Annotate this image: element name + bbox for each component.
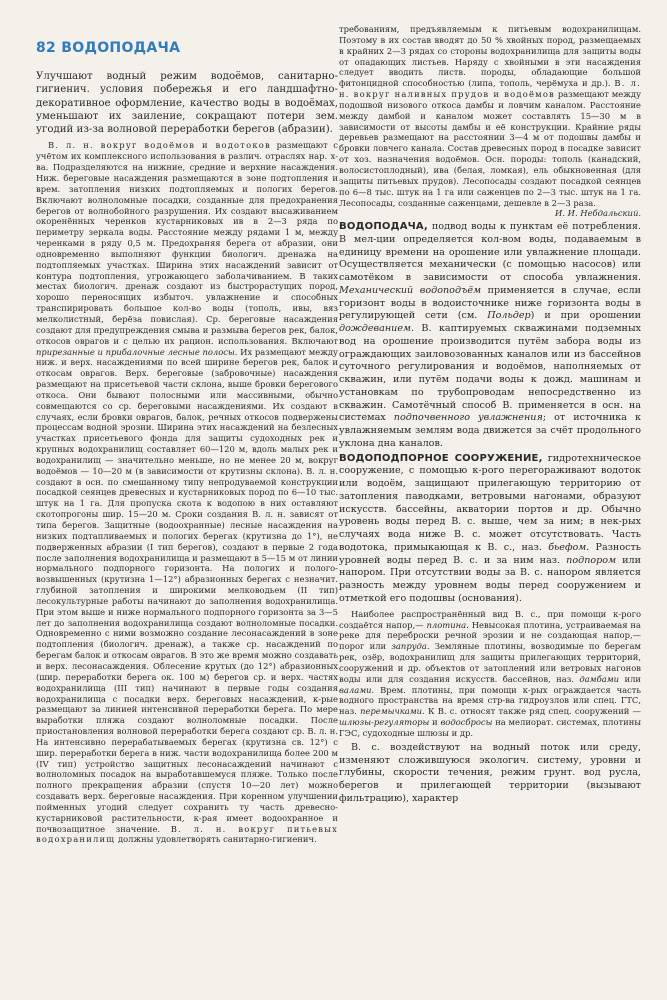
text: или	[619, 673, 641, 684]
left-column	[36, 70, 338, 845]
italic-term: перемычками.	[360, 706, 425, 717]
italic-term: шлюзы-регуляторы	[339, 717, 430, 728]
text: применяется в случае, если горизонт воды в водоисточнике ниже горизонта воды в регулирующей сети (см.	[339, 284, 642, 322]
italic-term: дождеванием.	[339, 323, 415, 335]
italic-term: запруда.	[391, 641, 430, 652]
author-signature: И. И. Небдальский.	[555, 208, 641, 219]
text: Наиболее распространённый вид В. с., при помощи к-рого создаётся напор,—	[339, 608, 641, 630]
italic-term: дамбами	[579, 673, 620, 684]
italic-term: водосбросы	[440, 717, 493, 728]
spaced-heading: В. л. н. вокруг наливных прудов и водоёмов	[339, 78, 641, 100]
text: Их размещают между ниж. и верх. насаждениями по всей ширине берегов рек, балок и откосам оврагов. Верх. береговые (забровочные) насаждения размещают на присетьевой части склона, выше бровки берегового откоса. Они бывают полосными или массивными, обычно совмещаются со ср. береговыми насаждениями. Их создают в случаях, если бровки оврагов, балок, речных откосов подвержены процессам водной эрозии. Ширина этих насаждений на безлесных участках присетьевого фонда для защиты судоходных рек и крупных водохранилищ составляет 60—120 м, вдоль малых рек и водохранилищ — значительно меньше, но не менее 20 м, вокруг водоёмов — 10—20 м (в зависимости от крутизны склона). В. л. н. создают в осн. по смешанному типу непродуваемой конструкции посадкой сеянцев древесных и кустарниковых пород по 6—10 тыс. штук на 1 га. Для пропуска скота к водопою в них оставляют скотопрогоны шир. 15—20 м. Сроки создания В. л. н. зависят от типа берегов. Защитные (водоохранные) лесные насаждения на низких подтапливаемых и пологих берегах (крутизна до 1°), не подверженных абразии (I тип берегов), создают в первые 2 года после заполнения водохранилища и размещают в 5—15 м от линии нормального подпорного горизонта. На пологих и полого-возвышенных (крутизна 1—12°) абразионных берегах с незначит. глубиной затопления и широкими мелководьем (II тип) лесокультурные работы начинают до заполнения водохранилища. При этом выше и ниже нормального подпорного горизонта за 3—5 лет до заполнения водохранилища создают волноломные посадки. Одновременно с ними возможно создание лесонасаждений в зоне подтопления (биологич. дренаж), а также ср. насаждений по берегам балок и откосам оврагов. В это же время можно создавать и верх. лесонасаждения. Облесение крутых (до 12°) абразионных (шир. переработки берега ок. 100 м) берегов ср. и верх. частях водохранилища (III тип) начинают в первые годы создания водохранилища с посадки верх. береговых насаждений, к-рые размещают за линией интенсивной переработки берега. По мере выработки пляжа создают волноломные посадки. После приостановления волновой переработки берега создают ср. В. л. н. На интенсивно перерабатываемых берегах (крутизна св. 12°) с шир. переработки берега в ниж. части водохранилища более 200 м (IV тип) устройство защитных лесонасаждений начинают с волноломных посадок на выработавшемуся пляже. Только после полного прекращения абразии (спустя 10—20 лет) можно создавать верх. береговые насаждения. При коренном улучшении пойменных угодий следует сохранить ту часть древесно-кустарниковой растительности, к-рая имеет водоохранное и почвозащитное значение.	[36, 346, 338, 834]
italic-term: подпочвенного увлажнения	[393, 412, 543, 424]
paragraph-small-print	[339, 609, 641, 739]
paragraph-continued	[339, 24, 641, 208]
entry-vodopodpornoe	[339, 453, 641, 606]
text: должны удовлетворять санитарно-гигиенич.	[115, 834, 317, 845]
text: Невысокая плотина, устраиваемая на реке для переброски речной эрозии и не создающая напор,— порог или	[339, 619, 641, 652]
italic-term: Механический водоподъём	[339, 284, 482, 296]
italic-term: валами.	[339, 684, 375, 695]
spaced-heading: В. л. н. вокруг водоёмов и водотоков	[48, 140, 271, 151]
italic-term: Польдер	[487, 310, 531, 322]
italic-term: плотина.	[426, 619, 469, 630]
text: Разность уровней воды перед В. с. и за ним наз.	[339, 541, 642, 566]
text: В. каптируемых скважинами подземных вод на орошение производится путём забора воды из ограждающих заиловозованных каналов или из бассейнов суточного регулирования и водоёмов, наполняемых от скважин, или путём подачи воды к дожд. машинам и установкам по трубопроводам непосредственно из скважин. Самотёчный способ В. применяется в осн. на системах	[339, 323, 641, 424]
paragraph-shores	[36, 140, 338, 845]
entry-term: ВОДОПОДПОРНОЕ СООРУЖЕНИЕ,	[339, 452, 543, 464]
page-header	[36, 40, 180, 56]
paragraph-last: В. с. воздействуют на водный поток или среду, изменяют сложившуюся экологич. систему, уровни и глубины, скорости течения, режим грунт. вод русла, берегов и прилегающей территории (вызывают фильтрацию), характер	[339, 741, 641, 804]
entry-vodopodacha	[339, 221, 641, 451]
text: Земляные плотины, возводимые по берегам рек, озёр, водохранилищ для защиты прилегающих территорий, сооружений и др. объектов от затоплений или ветровых нагонов воды или для создания искусств. бассейнов, наз.	[339, 641, 641, 684]
text: подвод воды к пунктам её потребления. В мел-ции определяется кол-вом воды, подаваемым в единицу времени на орошение или увлажнение площади. Осуществляется механически (с помощью насосов) или самотёком в зависимости от способа увлажнения.	[339, 221, 641, 284]
page-number: 82	[36, 40, 57, 56]
running-title: ВОДОПОДАЧА	[61, 40, 181, 56]
text: ; от источника к увлажняемым землям вода движется за счёт продольного уклона дна каналов.	[339, 412, 641, 449]
text: требованиям, предъявляемым к питьевым водохранилищам. Поэтому в их состав вводят до 50 % хвойных пород, размещаемых в крайних 2—3 рядах со стороны водохранилища для защиты воды от опадающих листьев. Наряду с хвойными в эти насаждения следует вводить листв. породы, обладающие большой фитонцидной способностью (липа, тополь, черёмуха и др.).	[339, 24, 641, 89]
entry-term: ВОДОПОДАЧА,	[339, 221, 428, 233]
italic-term: подпором	[566, 554, 617, 566]
text: на мелиорат. системах, плотины ГЭС, судоходные шлюзы и др.	[339, 717, 641, 738]
right-column	[339, 24, 641, 806]
text: размещают с учётом их комплексного использования в различ. отраслях нар. х-ва. Подразделяются на нижние, средние и верхние насаждения. Ниж. береговые насаждения размещаются в зоне подтопления и врем. затопления низких подтопляемых и пологих берегов. Включают волноломные посадки, созданные для предохранения берегов от волнобойного разрушения. Их создают высаживанием окоренённых черенков кустарниковых ив в 2—3 ряда по периметру зеркала воды. Расстояние между рядами 1 м, между черенками в ряду 0,5 м. Предохраняя берега от абразии, они одновременно выполняют функции биологич. дренажа на подтопляемых участках. Ширина этих насаждений зависит от контура подтопления, угрожающего заболачиванием. В таких местах биологич. дренаж создают из быстрорастущих пород, хорошо переносящих избыточ. увлажнение и способных транспирировать большое кол-во воды (тополь, ивы, вяз мелколистный, берёза повислая). Ср. береговые насаждения создают для предупреждения смыва и размыва берегов рек, балок, откосов оврагов и с целью их рацион. использования. Включают	[36, 140, 338, 346]
text: Врем. плотины, при помощи к-рых ограждается часть водного пространства на время стр-ва гидроузлов или спец. ГТС, наз.	[339, 684, 641, 717]
text: ) и при орошении	[530, 310, 641, 322]
text: К В. с. относят также ряд спец. сооружений —	[424, 706, 641, 717]
spaced-heading: В. л. н. вокруг питьевых водохранилищ	[36, 823, 339, 845]
text: или напором. При отсутствии воды за В. с. напором является разность между уровнем воды перед сооружением и отметкой его подошвы (основания).	[339, 554, 641, 604]
italic-term: бьефом.	[548, 541, 590, 553]
text: и	[429, 717, 441, 728]
text: гидротехническое сооружение, с помощью к-рого перегораживают водоток или водоём, защищают прилегающую территорию от затопления паводками, ветровыми нагонами, образуют искусств. бассейны, акватории портов и др. Обычно уровень воды перед В. с. выше, чем за ним; в нек-рых случаях вода ниже В. с. может отсутствовать. Часть водотока, примыкающая к В. с., наз.	[339, 452, 641, 553]
italic-term: прирезанные и прибалочные лесные полосы.	[36, 346, 238, 357]
text: размещают между подошвой низового откоса дамбы и ловчим каналом. Расстояние между дамбой и каналом может составлять 15—30 м в зависимости от высоты дамбы и её конструкции. Крайние ряды деревьев размещают на расстоянии 3—4 м от подошвы дамбы и бровки ловчего канала. Состав древесных пород в посадке зависит от хоз. назначения водоёмов. Осн. породы: тополь (канадский, волосистоплодный), ива (белая, ломкая), ель обыкновенная (для защиты питьевых прудов). Лесопосады создают посадкой сеянцев по 6—8 тыс. штук на 1 га или саженцев по 2—3 тыс. штук на 1 га. Лесопосады, созданные саженцами, дешевле в 2—3 раза.	[339, 89, 641, 208]
lead-paragraph: Улучшают водный режим водоёмов, санитарно-гигиенич. условия побережья и его ландшафтно-декоративное оформление, качество воды в водоёмах, уменьшают их заиление, сокращают потери зем. угодий из-за волновой переработки берегов (абразии).	[36, 71, 338, 136]
